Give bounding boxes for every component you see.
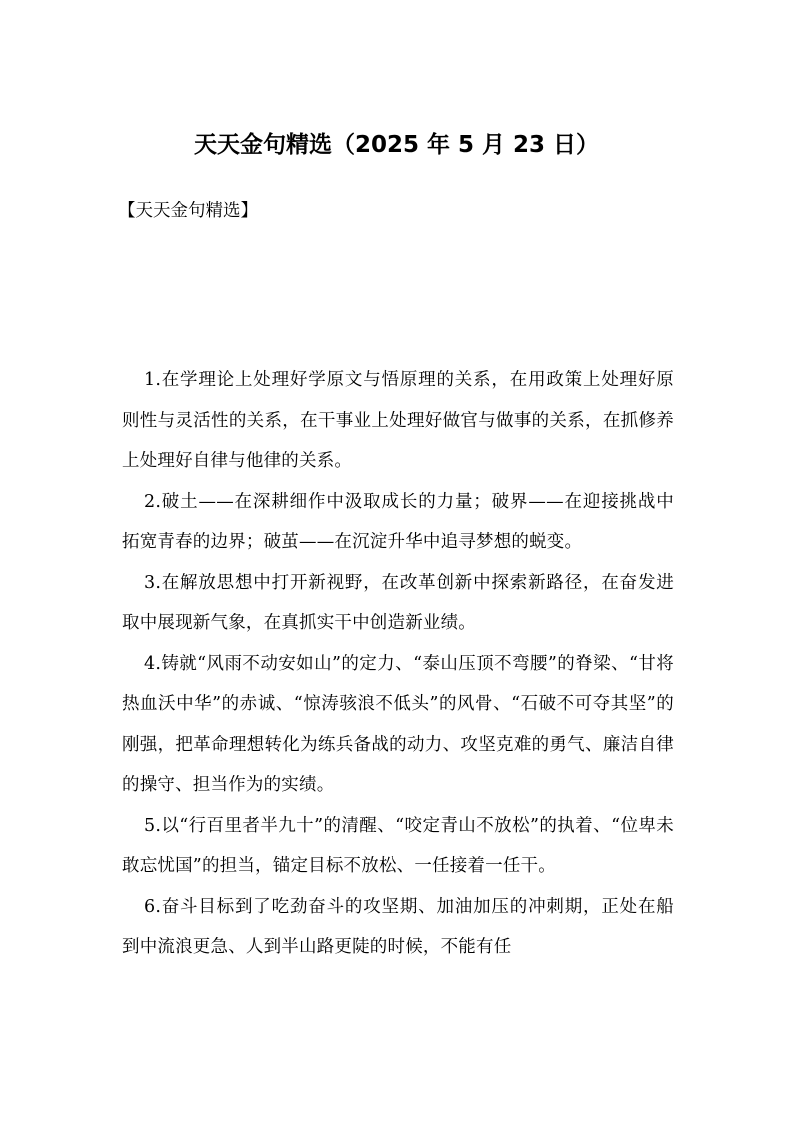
paragraph-4: 4.铸就“风雨不动安如山”的定力、“泰山压顶不弯腰”的脊梁、“甘将热血沃中华”的赤诚、“惊涛骇浪不低头”的风骨、“石破不可夺其坚”的刚强，把革命理想转化为练兵备战的动力、攻坚克难的勇气、廉洁自律的操守、担当作为的实绩。: [122, 653, 674, 795]
section-label: 【天天金句精选】: [118, 201, 258, 221]
document-title: 天天金句精选（2025 年 5 月 23 日）: [193, 132, 600, 158]
paragraph-5: 5.以“行百里者半九十”的清醒、“咬定青山不放松”的执着、“位卑未敢忘忧国”的担当，锚定目标不放松、一任接着一任干。: [122, 815, 674, 876]
paragraph-2: 2.破土——在深耕细作中汲取成长的力量；破界——在迎接挑战中拓宽青春的边界；破茧——在沉淀升华中追寻梦想的蜕变。: [122, 491, 674, 552]
paragraph-6: 6.奋斗目标到了吃劲奋斗的攻坚期、加油加压的冲刺期，正处在船到中流浪更急、人到半山路更陡的时候，不能有任: [122, 896, 674, 957]
paragraph-1: 1.在学理论上处理好学原文与悟原理的关系，在用政策上处理好原则性与灵活性的关系，在干事业上处理好做官与做事的关系，在抓修养上处理好自律与他律的关系。: [122, 370, 674, 471]
document-body: [122, 360, 674, 968]
paragraph-3: 3.在解放思想中打开新视野，在改革创新中探索新路径，在奋发进取中展现新气象，在真抓实干中创造新业绩。: [122, 572, 674, 633]
